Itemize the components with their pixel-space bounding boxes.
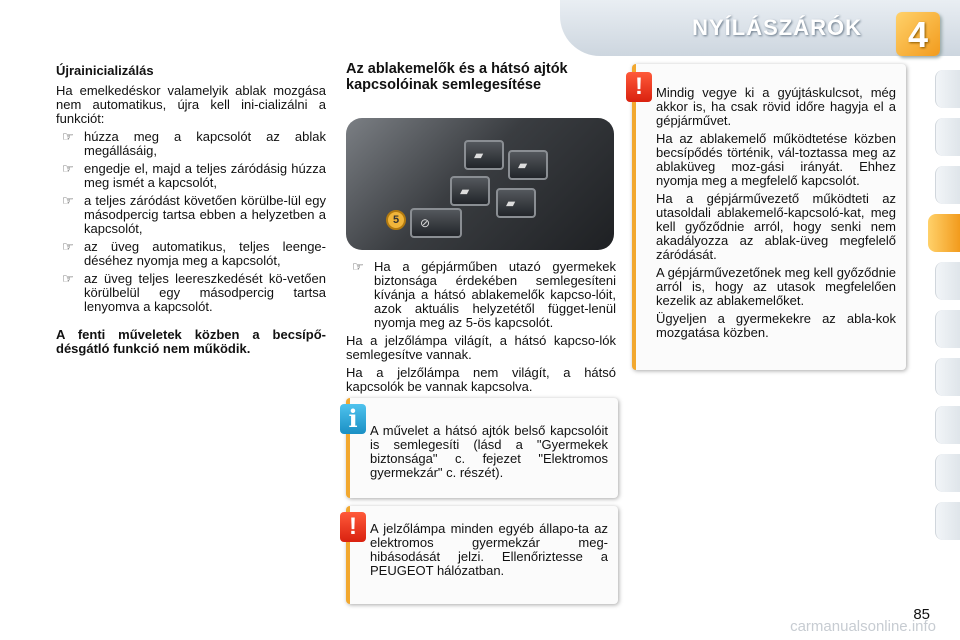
side-tab[interactable] (935, 406, 960, 444)
chapter-title: NYÍLÁSZÁRÓK (692, 15, 862, 40)
warning-text: A jelzőlámpa minden egyéb állapo-ta az elektromos gyermekzár meg-hibásodását jelzi. Ellenőriztesse a PEUGEOT hálózatban. (370, 521, 608, 578)
warning-icon: ! (626, 72, 652, 102)
side-tabs (928, 70, 960, 570)
side-tab[interactable] (935, 166, 960, 204)
list-item: ☞ a teljes záródást követően körülbe-lül egy másodpercig tartsa ebben a helyzetben a kapcsolót, (62, 193, 326, 236)
chapter-number: 4 (907, 14, 929, 55)
header-band (560, 0, 960, 56)
switch-number-label: 5 (386, 210, 406, 230)
info-icon: i (340, 404, 366, 434)
pointing-hand-icon: ☞ (62, 239, 74, 254)
paragraph: Ügyeljen a gyermekekre az abla-kok mozgatása közben. (656, 311, 896, 340)
section-heading: Újrainicializálás (56, 63, 154, 78)
window-switch (508, 150, 548, 180)
side-tab[interactable] (935, 358, 960, 396)
list-item: ☞ engedje el, majd a teljes záródásig húzza meg ismét a kapcsolót, (62, 161, 326, 190)
window-icon: ▰ (518, 158, 528, 172)
side-tab[interactable] (935, 310, 960, 348)
pointing-hand-icon: ☞ (62, 193, 74, 208)
bold-note: A fenti műveletek közben a becsípő-désgátló funkció nem működik. (56, 327, 326, 356)
window-switch (450, 176, 490, 206)
side-tab[interactable] (935, 262, 960, 300)
page-number: 85 (913, 606, 930, 623)
window-icon: ▰ (474, 148, 484, 162)
list-item: ☞ Ha a gépjárműben utazó gyermekek biztonsága érdekében semlegesíteni kívánja a hátsó ablakemelők kapcso-lóit, azok aktuális helyzetétől függet-lenül nyomja meg az 5-ös kapcsolót. (352, 259, 616, 330)
side-tab[interactable] (935, 118, 960, 156)
child-lock-icon: ⊘ (420, 216, 431, 230)
paragraph: A gépjárművezetőnek meg kell győződnie arról is, hogy az utasok megfelelően kezelik az ablakemelőket. (656, 265, 896, 308)
warning-icon: ! (340, 512, 366, 542)
left-column (56, 64, 326, 318)
child-lock-switch (410, 208, 462, 238)
intro-paragraph: Ha emelkedéskor valamelyik ablak mozgása nem automatikus, újra kell ini-cializálni a funkciót: (56, 83, 326, 126)
paragraph: Ha az ablakemelő működtetése közben becsípődés történik, vál-toztassa meg az ablaküveg moz-gási irányát. Ehhez nyomja meg a megfelelő kapcsolót. (656, 131, 896, 188)
switch-panel-photo (346, 118, 614, 250)
side-tab[interactable] (935, 502, 960, 540)
middle-text (346, 260, 616, 398)
list-item: ☞ az üveg automatikus, teljes leenge-déséhez nyomja meg a kapcsolót, (62, 239, 326, 268)
pointing-hand-icon: ☞ (62, 129, 74, 144)
pointing-hand-icon: ☞ (62, 161, 74, 176)
warning-box-small (346, 506, 618, 604)
paragraph: Mindig vegye ki a gyújtáskulcsot, még akkor is, ha csak rövid időre hagyja el a gépjárművet. (656, 85, 896, 128)
side-tab-active[interactable] (928, 214, 960, 252)
info-text: A művelet a hátsó ajtók belső kapcsolóit is semlegesíti (lásd a "Gyermekek biztonsága" c. fejezet "Elektromos gyermekzár" c. részét). (370, 423, 608, 480)
side-tab[interactable] (935, 70, 960, 108)
paragraph: Ha a gépjárművezető működteti az utasoldali ablakemelő-kapcsoló-kat, meg kell győződnie arról, hogy senki nem akadályozza az ablak-üveg megfelelő záródását. (656, 191, 896, 262)
paragraph: Ha a jelzőlámpa világít, a hátsó kapcso-lók semlegesítve vannak. (346, 333, 616, 362)
middle-heading-block (346, 62, 576, 93)
window-icon: ▰ (506, 196, 516, 210)
list-item: ☞ húzza meg a kapcsolót az ablak megállásáig, (62, 129, 326, 158)
warning-box-right (632, 64, 906, 370)
chapter-badge (896, 12, 940, 56)
section-heading: Az ablakemelők és a hátsó ajtók kapcsolóinak semlegesítése (346, 61, 568, 93)
warning-text-block (656, 86, 896, 344)
window-icon: ▰ (460, 184, 470, 198)
list-item: ☞ az üveg teljes leereszkedését kö-vetően körülbelül egy másodpercig tartsa lenyomva a kapcsolót. (62, 271, 326, 314)
watermark: carmanualsonline.info (790, 618, 936, 635)
side-tab[interactable] (935, 454, 960, 492)
info-box (346, 398, 618, 498)
pointing-hand-icon: ☞ (352, 259, 364, 274)
window-switch (496, 188, 536, 218)
window-switch (464, 140, 504, 170)
paragraph: Ha a jelzőlámpa nem világít, a hátsó kapcsolók be vannak kapcsolva. (346, 365, 616, 394)
pointing-hand-icon: ☞ (62, 271, 74, 286)
